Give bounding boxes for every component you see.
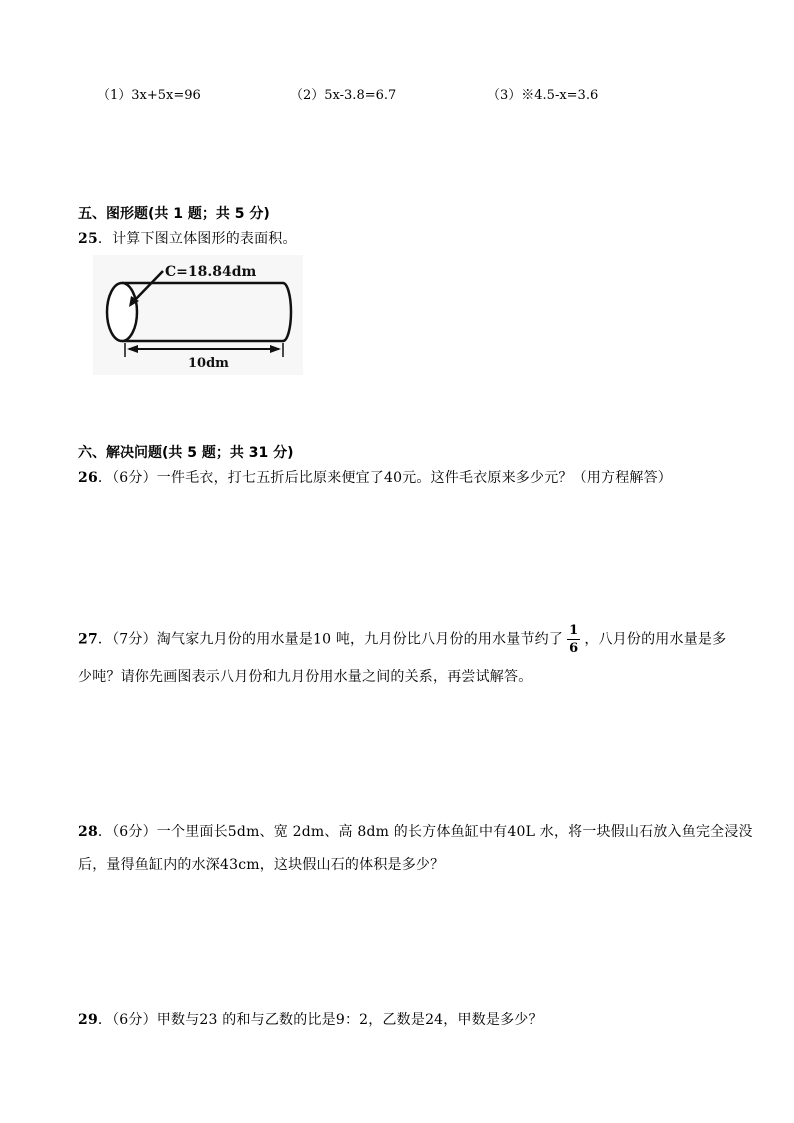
question-25	[78, 228, 297, 248]
fraction-denominator: 6	[569, 641, 579, 656]
equation-2: （2）5x-3.8=6.7	[290, 88, 397, 103]
question-27-text-after: ，八月份的用水量是多	[584, 631, 727, 648]
question-29-number: 29	[78, 1012, 98, 1028]
cylinder-left-face	[107, 283, 137, 341]
question-26	[78, 467, 672, 487]
cylinder-figure	[93, 255, 303, 375]
length-label: 10dm	[188, 356, 229, 371]
question-25-number: 25	[78, 231, 98, 247]
cylinder-diagram	[93, 255, 303, 375]
question-28-line-1	[78, 821, 753, 841]
fraction-bar	[567, 639, 580, 640]
question-25-text: ．计算下图立体图形的表面积。	[97, 231, 297, 247]
question-27-text-before: ．（7分）淘气家九月份的用水量是10 吨，九月份比八月份的用水量节约了	[97, 631, 564, 648]
question-28-text: ．（6分）一个里面长5dm、宽 2dm、高 8dm 的长方体鱼缸中有40L 水，将一块假山石放入鱼完全浸没	[97, 824, 753, 840]
section-6-heading: 六、解决问题(共 5 题；共 31 分)	[78, 445, 294, 461]
question-29-text: ．（6分）甲数与23 的和与乙数的比是9：2，乙数是24，甲数是多少？	[97, 1012, 543, 1028]
section-5-heading: 五、图形题(共 1 题；共 5 分)	[78, 206, 270, 222]
question-27-number: 27	[78, 631, 98, 648]
equation-1: （1）3x+5x=96	[97, 88, 201, 103]
question-28-number: 28	[78, 824, 98, 840]
question-29	[78, 1009, 543, 1029]
question-26-text: ．（6分）一件毛衣，打七五折后比原来便宜了40元。这件毛衣原来多少元？（用方程解答）	[97, 470, 673, 486]
question-27-line-2: 少吨？请你先画图表示八月份和九月份用水量之间的关系，再尝试解答。	[78, 669, 533, 685]
equation-3: （3）※4.5-x=3.6	[487, 88, 599, 103]
question-28-line-2: 后，量得鱼缸内的水深43cm，这块假山石的体积是多少？	[78, 857, 445, 873]
fraction-one-sixth	[567, 624, 580, 655]
question-26-number: 26	[78, 470, 98, 486]
fraction-numerator: 1	[569, 623, 579, 638]
circumference-label: C=18.84dm	[165, 264, 257, 280]
question-27-line-1	[78, 624, 726, 655]
